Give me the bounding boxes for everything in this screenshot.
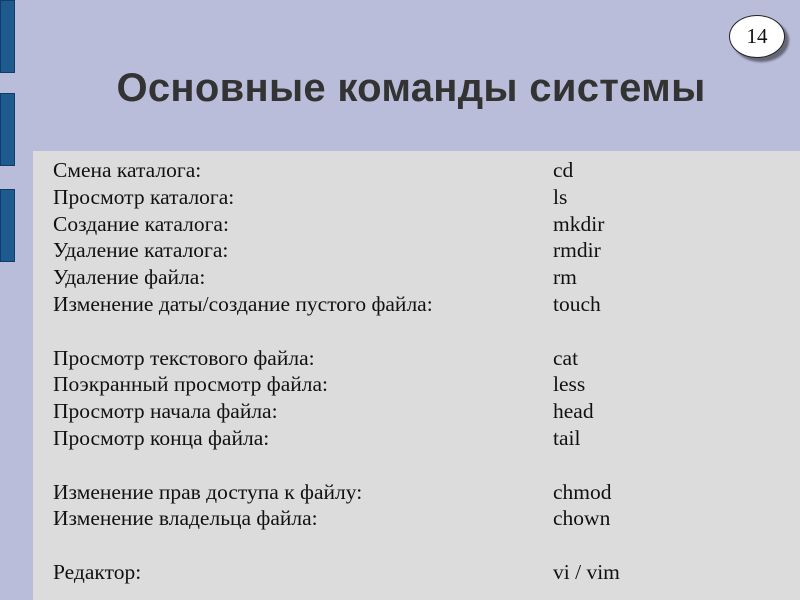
command-group-spacer [53,318,793,345]
command-name: rm [553,265,577,290]
command-group-spacer [53,452,793,479]
command-name: chmod [553,479,612,504]
page-number-badge: 14 [729,15,785,58]
command-name: head [553,399,594,424]
command-description: Просмотр конца файла: [53,425,270,450]
command-row [53,559,793,586]
command-row [53,345,793,372]
side-bar-decoration [0,0,15,73]
command-description: Удаление каталога: [53,238,229,263]
command-description: Редактор: [53,559,142,584]
command-description: Просмотр текстового файла: [53,345,315,370]
command-description: Просмотр начала файла: [53,399,278,424]
command-description: Просмотр каталога: [53,184,235,209]
command-row [53,371,793,398]
command-row [53,237,793,264]
command-name: rmdir [553,238,601,263]
command-name: tail [553,425,581,450]
command-name: cat [553,345,579,370]
command-description: Поэкранный просмотр файла: [53,372,329,397]
command-name: cd [553,158,574,182]
command-name: chown [553,506,611,531]
command-row [53,211,793,238]
slide-title: Основные команды системы [116,66,706,110]
command-description: Изменение владельца файла: [53,506,318,531]
command-name: less [553,372,586,397]
command-name: ls [553,184,568,209]
side-bar-decoration [0,189,15,262]
command-name: touch [553,291,601,316]
command-description: Создание каталога: [53,211,229,236]
command-name: vi / vim [553,559,620,584]
command-group-spacer [53,532,793,559]
command-row [53,157,793,184]
command-row [53,264,793,291]
command-description: Смена каталога: [53,158,202,182]
command-row [53,479,793,506]
command-description: Изменение прав доступа к файлу: [53,479,363,504]
command-list [53,157,793,586]
command-row [53,398,793,425]
content-panel [33,151,800,600]
command-name: mkdir [553,211,605,236]
command-row [53,184,793,211]
command-row [53,425,793,452]
command-description: Изменение даты/создание пустого файла: [53,291,433,316]
command-row [53,505,793,532]
command-row [53,291,793,318]
command-description: Удаление файла: [53,265,206,290]
